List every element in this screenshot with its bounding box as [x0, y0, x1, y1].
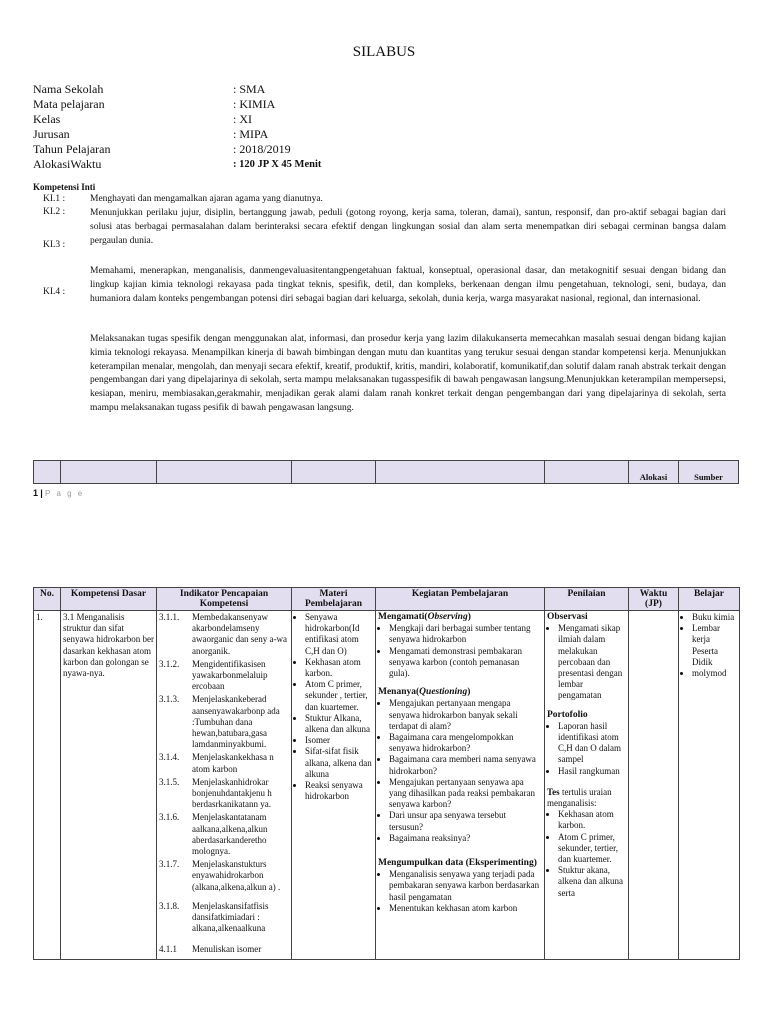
list-item: • Bagaimana reaksinya?: [389, 833, 542, 844]
table-header-row: [34, 588, 740, 611]
ki2-label: KI.2 :: [43, 207, 66, 217]
cell-penilaian: [545, 611, 629, 960]
menanya-heading: [378, 687, 542, 698]
indicator-item: [159, 901, 289, 935]
indicator-item: [159, 659, 289, 693]
list-item: • Hasil rangkuman: [558, 766, 626, 777]
cell-sumber: [679, 611, 740, 960]
ki-heading: Kompetensi Inti: [33, 182, 96, 192]
indicator-item: [159, 752, 289, 774]
col-header: No.: [34, 588, 61, 611]
observasi-heading: Observasi: [547, 612, 588, 622]
heading-end: ): [467, 612, 471, 622]
strip-sumber: Sumber: [694, 472, 723, 482]
tes-line: [547, 787, 626, 809]
list-item: • Mengkaji dari berbagai sumber tentang senyawa hidrokarbon: [389, 623, 542, 645]
page-sep: |: [40, 488, 43, 498]
info-label: Kelas: [33, 112, 61, 126]
ki3-label: KI.3 :: [43, 240, 66, 250]
info-value: : MIPA: [233, 127, 269, 141]
indicator-item: [159, 612, 289, 657]
heading-italic: Questioning: [419, 687, 468, 698]
ki4-text: Melaksanakan tugas spesifik dengan menggunakan alat, informasi, dan prosedur kerja yang lazim dilakukanserta memecahkan masalah sesuai dengan bidang kajian kimia teknologi rekayasa. Menampilkan kinerja di bawah bimbingan dengan mutu dan kuantitas yang terukur sesuai dengan standar kompetensi kerja. Menunjukkan keterampilan menalar, mengolah, dan menyaji secara efektif, kreatif, produktif, kritis, mandiri, kolaboratif, komunikatif,dan solutif dalam ranah abstrak terkait dengan pengembangan dari yang dipelajarinya di sekolah, serta mampu melaksanakan tugasspesifik di bawah pengawasan langsung.Menunjukkan keterampilan mempersepsi, kesiapan, meniru, membiasakan,gerakmahir, menjadikan gerak alami dalam ranah konkret terkait dengan pengembangan dari yang dipelajarinya di sekolah, serta mampu melaksanakan tugass pesifik di bawah pengawasan langsung.: [90, 334, 726, 413]
heading-italic: Observing: [427, 612, 468, 622]
sumber-list: [681, 612, 737, 679]
portofolio-list: [547, 721, 626, 777]
indicator-num: 3.1.5.: [159, 776, 180, 787]
mengumpulkan-heading: Mengumpulkan data (Eksperimenting): [378, 858, 537, 869]
page-num: 1: [33, 488, 39, 498]
list-item: • Menentukan kekhasan atom karbon: [389, 903, 542, 914]
indicator-text: Menjelaskanhidrokar bonjenuhdantakjenu h berdasrkanikatann ya.: [192, 776, 272, 810]
indicator-item: [159, 859, 289, 893]
info-value: : XI: [233, 112, 252, 126]
ki2-text: Menunjukkan perilaku jujur, disiplin, bertanggung jawab, peduli (gotong royong, kerja sama, toleran, damai), santun, responsif, dan pro-aktif sebagai bagian dari solusi atas berbagai permasalahan dalam berinteraksi secara efektif dengan lingkungan sosial dan alam serta menempatkan diri sebagai cerminan bangsa dalam pergaulan dunia.: [90, 208, 726, 246]
menanya-list: [378, 698, 542, 844]
list-item: • Buku kimia: [692, 612, 737, 623]
list-item: • Dari unsur apa senyawa tersebut tersusun?: [389, 810, 542, 832]
info-value: : 120 JP X 45 Menit: [233, 159, 322, 170]
cell-waktu: [629, 611, 679, 960]
cell-kegiatan: [376, 611, 545, 960]
list-item: • Laporan hasil identifikasi atom C,H dan O dalam sampel: [558, 721, 626, 766]
col-header: Waktu (JP): [629, 588, 679, 611]
indicator-item: [159, 944, 289, 955]
info-value: : 2018/2019: [233, 142, 291, 156]
heading-end: ): [467, 687, 471, 698]
tes-heading: Tes: [547, 786, 560, 797]
indicator-text: Mengidentifikasisen yawakarbonmelaluip ercobaan: [192, 658, 268, 692]
indicator-item: [159, 812, 289, 857]
page-label: P a g e: [45, 489, 85, 498]
list-item: • Lembar kerja Peserta Didik: [692, 623, 737, 668]
syllabus-table: [33, 587, 740, 960]
info-label: Jurusan: [33, 127, 70, 141]
col-header: Kompetensi Dasar: [61, 588, 157, 611]
indicator-text: Membedakansenyaw akarbondelamseny awaorganic dan seny a-wa anorganik.: [192, 612, 288, 656]
materi-list: [294, 612, 373, 802]
list-item: • Senyawa hidrokarbon(Id entifikasi atom C,H dan O): [305, 612, 373, 657]
info-label: Tahun Pelajaran: [33, 142, 111, 156]
mengamati-list: [378, 623, 542, 679]
document-title: SILABUS: [352, 44, 416, 60]
col-header: Kegiatan Pembelajaran: [376, 588, 545, 611]
indicator-num: 3.1.4.: [159, 752, 180, 763]
info-label: Mata pelajaran: [33, 97, 105, 111]
indicator-num: 3.1.7.: [159, 859, 180, 870]
mengamati-heading: [378, 612, 542, 623]
indicator-num: 3.1.1.: [159, 612, 180, 622]
cell-indikator: [157, 611, 292, 960]
indicator-text: Menjelaskankekhasa n atom karbon: [192, 752, 274, 774]
list-item: • Sifat-sifat fisik alkana, alkena dan alkuna: [305, 746, 373, 780]
cell-no: 1.: [34, 611, 61, 960]
indicator-num: 3.1.2.: [159, 658, 180, 669]
cell-materi: [292, 611, 376, 960]
indicator-item: [159, 777, 289, 811]
list-item: • Atom C primer, sekunder , tertier, dan kuartemer.: [305, 679, 373, 713]
list-item: • Kekhasan atom karbon.: [558, 809, 626, 831]
ki1-text: Menghayati dan mengamalkan ajaran agama yang dianutnya.: [90, 194, 323, 204]
indicator-text: Menuliskan isomer: [192, 944, 262, 955]
mengumpulkan-list: [378, 869, 542, 914]
list-item: • Mengajukan pertanyaan senyawa apa yang dihasilkan pada reaksi pembakaran senyawa karbon?: [389, 777, 542, 811]
list-item: • Menganalisis senyawa yang terjadi pada pembakaran senyawa karbon berdasarkan hasil pengamatan: [389, 869, 542, 903]
list-item: • Kekhasan atom karbon.: [305, 657, 373, 679]
col-header: Indikator Pencapaian Kompetensi: [157, 588, 292, 611]
indicator-text: Menjelaskantatanam aalkana,alkena,alkun aberdasarkanderetho molognya.: [192, 812, 268, 857]
ki1-label: KI.1 :: [43, 194, 66, 204]
table-row: [34, 611, 740, 960]
indicator-num: 3.1.3.: [159, 694, 180, 705]
col-header: Penilaian: [545, 588, 629, 611]
ki3-text: Memahami, menerapkan, menganalisis, danmengevaluasitentangpengetahuan faktual, konseptual, operasional dasar, dan metakognitif sesuai dengan bidang dan lingkup kajian kimia teknologi rekayasa pada tingkat teknis, spesifik, detil, dan kompleks, berkenaan dengan ilmu pengetahuan, teknologi, seni, budaya, dan humaniora dalam konteks pengembangan potensi diri sebagai bagian dari keluarga, sekolah, dunia kerja, warga masyarakat nasional, regional, dan internasional.: [90, 266, 726, 304]
info-value: : SMA: [233, 82, 266, 96]
indicator-text: Menjelaskankeberad aansenyawakarbonp ada :Tumbuhan dana hewan,batubara,gasa lamdanminyakbumi.: [192, 694, 280, 750]
indicator-text: Menjelaskansifatfisis dansifatkimiadari : alkana,alkenaalkuna: [192, 900, 269, 934]
list-item: • Stuktur Alkana, alkena dan alkuna: [305, 713, 373, 735]
indicator-num: 4.1.1: [159, 944, 177, 955]
list-item: • Reaksi senyawa hidrokarbon: [305, 780, 373, 802]
list-item: • Bagaimana cara memberi nama senyawa hidrokarbon?: [389, 754, 542, 776]
list-item: • Bagaimana cara mengelompokkan senyawa hidrokarbon?: [389, 732, 542, 754]
col-header: Belajar: [679, 588, 740, 611]
portofolio-heading: Portofolio: [547, 709, 588, 720]
list-item: • Mengamati sikap ilmiah dalam melakukan percobaan dan presentasi dengan lembar pengamatan: [558, 623, 626, 701]
list-item: • molymod: [692, 668, 737, 679]
heading-text: Menanya(: [378, 687, 420, 698]
tes-text: tertulis uraian menganalisis:: [547, 786, 612, 809]
indicator-item: [159, 694, 289, 750]
indicator-num: 3.1.8.: [159, 900, 180, 911]
info-label: Nama Sekolah: [33, 82, 104, 96]
indicator-text: Menjelaskanstukturs enyawahidrokarbon (alkana,alkena,alkun a) .: [192, 859, 281, 892]
cell-kd: 3.1 Menganalisis struktur dan sifat senyawa hidrokarbon ber dasarkan kekhasan atom karbon dan golongan se nyawa-nya.: [61, 611, 157, 960]
list-item: • Mengajukan pertanyaan mengapa senyawa hidrokarbon banyak sekali terdapat di alam?: [389, 698, 542, 732]
indicator-num: 3.1.6.: [159, 812, 180, 823]
info-value: : KIMIA: [233, 97, 276, 111]
info-label: AlokasiWaktu: [33, 157, 102, 171]
heading-text: Mengamati(: [378, 612, 428, 622]
col-header: Materi Pembelajaran: [292, 588, 376, 611]
observasi-list: [547, 623, 626, 701]
list-item: • Atom C primer, sekunder, tertier, dan kuartemer.: [558, 832, 626, 866]
list-item: • Stuktur akana, alkena dan alkuna serta: [558, 865, 626, 899]
strip-alokasi: Alokasi: [629, 461, 679, 483]
list-item: • Isomer: [305, 735, 373, 746]
list-item: • Mengamati demonstrasi pembakaran senyawa karbon (contoh pemanasan gula).: [389, 646, 542, 680]
ki4-label: KI.4 :: [43, 287, 66, 297]
tes-list: [547, 809, 626, 899]
